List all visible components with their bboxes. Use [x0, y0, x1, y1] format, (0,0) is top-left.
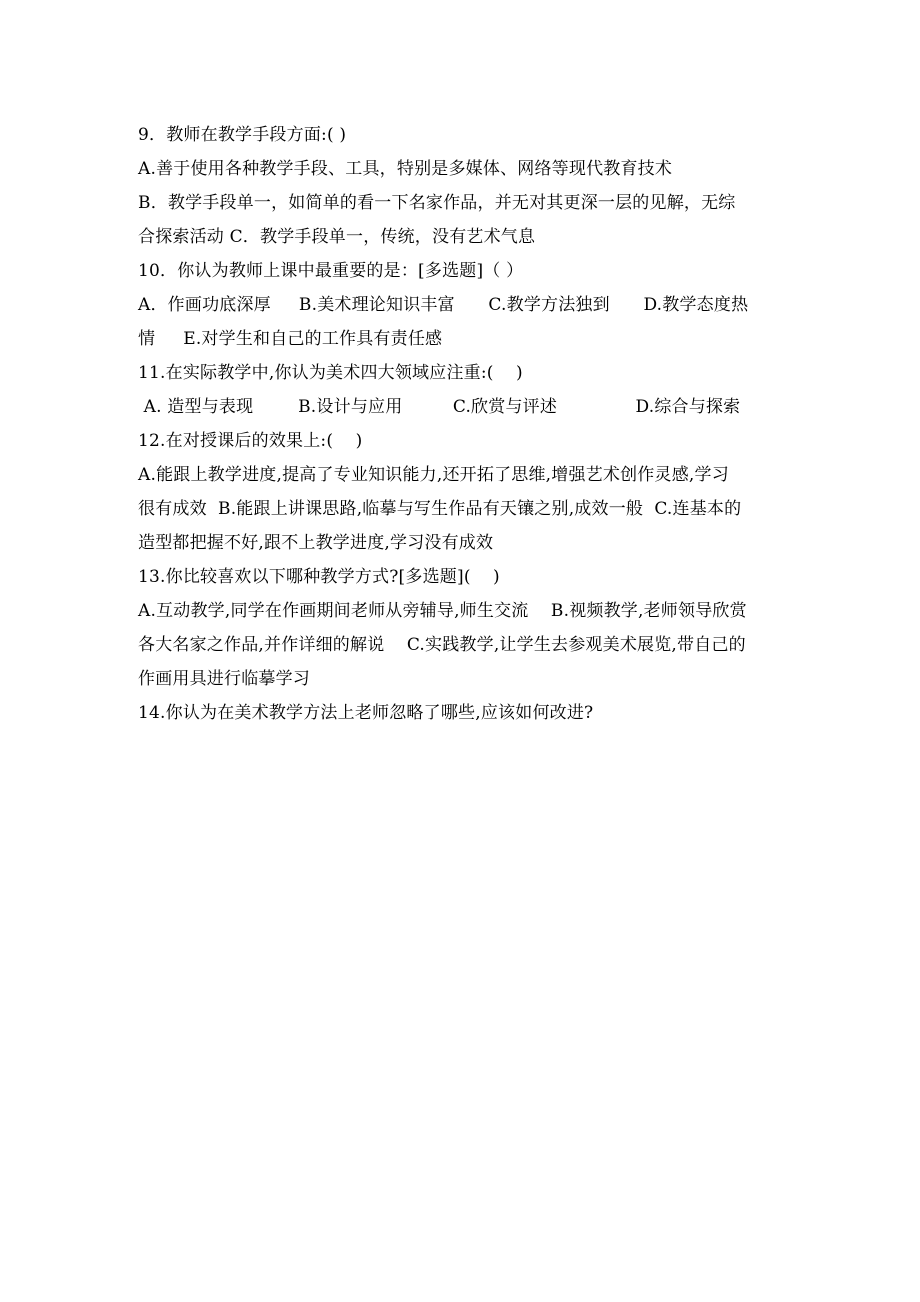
- question-14-stem: 14.你认为在美术教学方法上老师忽略了哪些,应该如何改进?: [138, 703, 594, 723]
- question-12-options-bc: 很有成效 B.能跟上讲课思路,临摹与写生作品有天镶之别,成效一般 C.连基本的: [138, 499, 742, 519]
- question-9-option-b-c: 合探索活动 C．教学手段单一，传统，没有艺术气息: [138, 227, 536, 247]
- question-11-options: A. 造型与表现 B.设计与应用 C.欣赏与评述 D.综合与探索: [138, 397, 741, 417]
- question-13-options-bc: 各大名家之作品,并作详细的解说 C.实践教学,让学生去参观美术展览,带自己的: [138, 635, 746, 655]
- question-13-stem: 13.你比较喜欢以下哪种教学方式?[多选题]( ): [138, 567, 500, 587]
- question-12-option-c-cont: 造型都把握不好,跟不上教学进度,学习没有成效: [138, 533, 494, 553]
- question-13-option-c-cont: 作画用具进行临摹学习: [138, 669, 310, 689]
- question-10-options: A．作画功底深厚 B.美术理论知识丰富 C.教学方法独到 D.教学态度热: [138, 295, 749, 315]
- question-10-stem: 10．你认为教师上课中最重要的是：[多选题]（ ）: [138, 261, 524, 281]
- question-11-stem: 11.在实际教学中,你认为美术四大领域应注重:( ): [138, 363, 523, 383]
- question-13-options-ab: A.互动教学,同学在作画期间老师从旁辅导,师生交流 B.视频教学,老师领导欣赏: [138, 601, 747, 621]
- question-9-option-a: A.善于使用各种教学手段、工具，特别是多媒体、网络等现代教育技术: [138, 159, 673, 179]
- question-12-option-a: A.能跟上教学进度,提高了专业知识能力,还开拓了思维,增强艺术创作灵感,学习: [138, 465, 729, 485]
- question-9-stem: 9．教师在教学手段方面:( ): [138, 125, 347, 145]
- question-9-option-b: B．教学手段单一，如简单的看一下名家作品，并无对其更深一层的见解，无综: [138, 193, 736, 213]
- question-12-stem: 12.在对授课后的效果上:( ): [138, 431, 363, 451]
- question-10-options-cont: 情 E.对学生和自己的工作具有责任感: [138, 329, 443, 349]
- survey-text: [138, 118, 798, 730]
